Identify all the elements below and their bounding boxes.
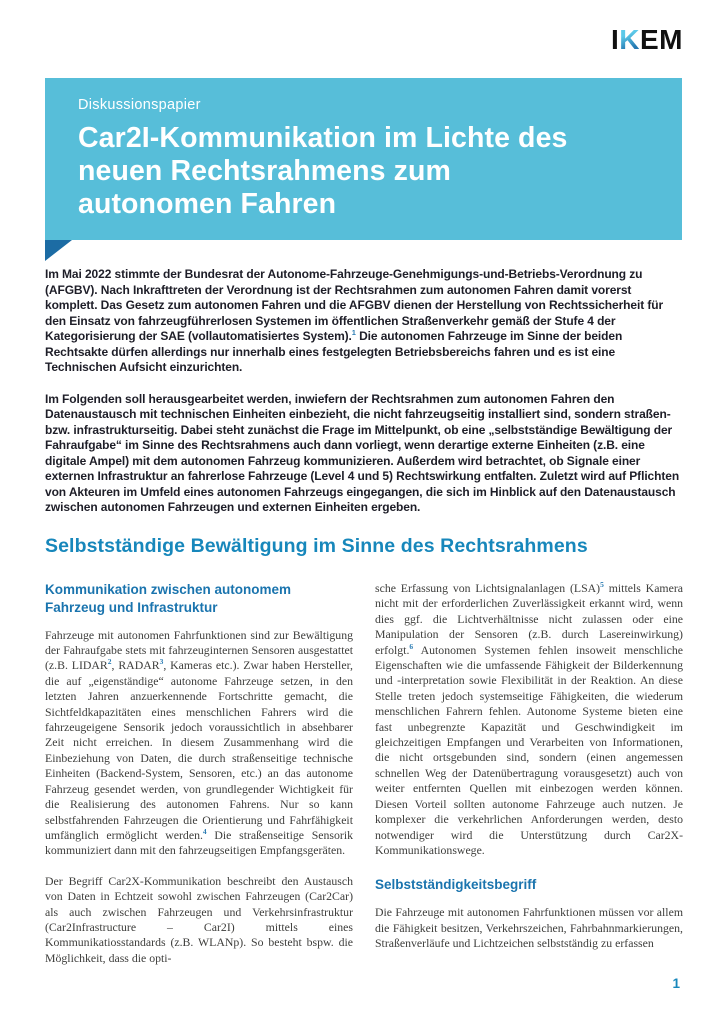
body-paragraph: Der Begriff Car2X-Kommunikation beschreibt den Austausch von Daten in Echtzeit sowohl zwischen Fahrzeugen (Car2Car) als auch zwischen Fahrzeugen und Verkehrsinfrastruktur (Car2Infrastructure – Car2I) mittels eines Kommunikatiosstandards (z.B. WLANp). So besteht bspw. die Möglichkeit, dass die opti- bbox=[45, 873, 353, 965]
left-column bbox=[45, 581, 353, 966]
footnote-ref: 6 bbox=[409, 641, 414, 651]
body-paragraph: sche Erfassung von Lichtsignalanlagen (LSA)$^5$ mittels Kamera nicht mit der erforderlichen Zuverlässigkeit erkannt wird, wenn dies ggf. die Lichtverhältnisse nicht zulassen oder eine Manipulation der Sensoren (z.B. durch Lasereinwirkung) erfolgt.$^6$ Autonomen Systemen fehlen insoweit menschliche Eigenschaften wie die umfassende Fähigkeit der Bilderkennung und -interpretation sowie Flexibilität in der Reaktion. An diese Stelle treten jedoch systemseitige Fähigkeiten, die wiederum menschlichen Fahrern fehlen. Autonome Systeme bieten eine fast unbegrenzte Kapazität und Geschwindigkeit im gleichzeitigen Empfangen und Verarbeiten von Informationen, die nicht ortsgebunden sind, sondern (einen angemessen schnellen Weg der Datenübertragung vorausgesetzt) auch von weiter entfernten Quellen mit einbezogen werden können. Diesen Vorteil sollten autonome Fahrzeuge auch nutzen. Je komplexer die verkehrlichen Anforderungen werden, desto notwendiger wird die Unterstützung durch Car2X-Kommunikationswege. bbox=[375, 580, 684, 857]
banner-corner-accent bbox=[45, 240, 72, 261]
ikem-logo bbox=[611, 24, 683, 56]
body-paragraph: Fahrzeuge mit autonomen Fahrfunktionen sind zur Bewältigung der Fahraufgabe stets mit fahrzeuginternen Sensoren ausgestattet (z.B. LIDAR$^2$, RADAR$^3$, Kameras etc.). Zwar haben Hersteller, die auf „eigenständige“ autonome Fahrzeuge setzen, in den letzten Jahren anzuerkennende Fortschritte gemacht, die Sichtfeldkapazitäten eines menschlichen Fahrers wird die fahrzeugeigene Sensorik jedoch voraussichtlich in absehbarer Zeit nicht erreichen. In diesem Zusammenhang wird die Einbeziehung von Daten, die durch straßenseitige technische Einheiten (Backend-System, Sensoren, etc.) an das autonome Fahrzeug gesendet werden, von grundlegender Wichtigkeit für die Realisierung des autonomen Fahrens. Nur so kann selbstfahrenden Fahrzeugen die Orientierung und Fahrfähigkeit umfänglich ermöglicht werden.$^4$ Die straßenseitige Sensorik kommuniziert dann mit den fahrzeugseitigen Empfangsgeräten. bbox=[45, 627, 353, 858]
page-title: Car2I-Kommunikation im Lichte des neuen Rechtsrahmens zum autonomen Fahren bbox=[78, 122, 568, 221]
ikem-logo-letter-i: I bbox=[610, 24, 620, 55]
section-heading: Selbstständige Bewältigung im Sinne des Rechtsrahmens bbox=[45, 535, 588, 557]
footnote-ref: 3 bbox=[159, 657, 164, 667]
footnote-ref: 5 bbox=[600, 580, 604, 590]
footnote-ref: 1 bbox=[351, 328, 356, 337]
right-column bbox=[375, 581, 683, 966]
left-column-subheading: Kommunikation zwischen autonomem Fahrzeug und Infrastruktur bbox=[45, 582, 292, 615]
article-columns bbox=[45, 581, 683, 966]
page-number: 1 bbox=[672, 976, 680, 991]
ikem-logo-letters-em: EM bbox=[640, 24, 683, 55]
document-type-kicker: Diskussionspapier bbox=[78, 97, 201, 113]
intro-abstract bbox=[45, 267, 685, 516]
footnote-ref: 2 bbox=[107, 657, 112, 667]
right-column-subheading: Selbstständigkeitsbegriff bbox=[375, 877, 537, 893]
intro-paragraph-2: Im Folgenden soll herausgearbeitet werden, inwiefern der Rechtsrahmen zum autonomen Fahren den Datenaustausch mit technischen Einheiten einbezieht, die nicht fahrzeugseitig installiert sind, sondern straßen- bzw. infrastrukturseitig. Dabei steht zunächst die Frage im Mittelpunkt, ob eine „selbstständige Bewältigung der Fahraufgabe“ im Sinne des Rechtsrahmens auch dann vorliegt, wenn derartige externe Einheiten (z.B. eine digitale Ampel) mit dem autonomen Fahrzeug kommunizieren. Außerdem wird betrachtet, ob Signale einer externen Infrastruktur an fahrerlose Fahrzeuge (Level 4 und 5) Rechtswirkung entfalten. Zuletzt wird auf Pflichten von Akteuren im Umfeld eines autonomen Fahrzeugs eingegangen, die sich im Hinblick auf den Datenaustausch zwischen autonomen Fahrzeugen und externen Einheiten ergeben. bbox=[45, 391, 680, 514]
title-banner bbox=[45, 78, 682, 240]
body-paragraph: Die Fahrzeuge mit autonomen Fahrfunktionen müssen vor allem die Fähigkeit besitzen, Verkehrszeichen, Fahrbahnmarkierungen, Straßenverläufe und Lichtzeichen selbstständig zu erfassen bbox=[375, 905, 683, 950]
footnote-ref: 4 bbox=[202, 826, 207, 836]
intro-paragraph-1: Im Mai 2022 stimmte der Bundesrat der Autonome-Fahrzeuge-Genehmigungs-und-Betriebs-Verordnung zu (AFGBV). Nach Inkrafttreten der Verordnung ist der Rechtsrahmen zum autonomen Fahren damit vorerst komplett. Das Gesetz zum autonomen Fahren und die AFGBV dienen der Herstellung von Rechtssicherheit für den Einsatz von fahrzeugführerlosen Systemen im öffentlichen Straßenverkehr gemäß der Stufe 4 der Kategorisierung der SAE (vollautomatisiertes System).$^1$ Die autonomen Fahrzeuge im Sinne der beiden Rechtsakte dürfen allerdings nur innerhalb eines festgelegten Betriebsbereichs fahren und es ist eine Technischen Aufsicht einzurichten. bbox=[45, 267, 664, 374]
ikem-logo-letter-k: K bbox=[619, 24, 640, 55]
